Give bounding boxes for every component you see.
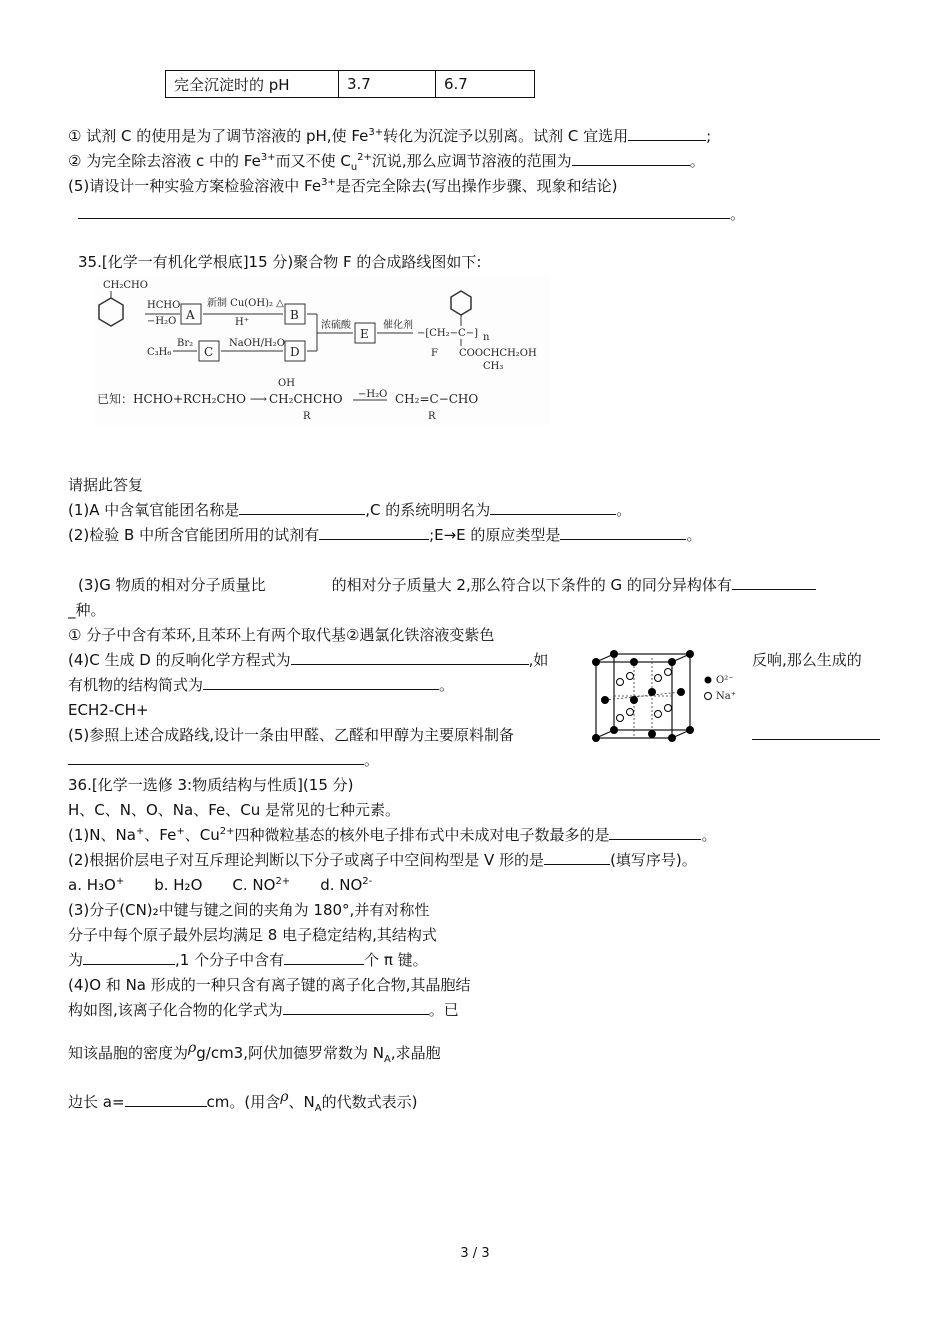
compound-label: F [431, 348, 438, 359]
text: (2)检验 B 中所含官能团所用的试剂有 [68, 526, 320, 544]
oh-label: OH [278, 378, 295, 389]
text: 转化为沉淀予以别离。试剂 C 宜选用 [383, 127, 629, 145]
superscript: 2+ [357, 152, 372, 163]
q35-q5: (5)参照上述合成路线,设计一条由甲醛、乙醛和甲醇为主要原料制备 [68, 726, 515, 744]
text: ;E→E 的原应类型是 [429, 526, 561, 544]
text: 边长 a= [68, 1093, 125, 1111]
known-reaction: 已知：HCHO+RCH₂CHO ⟶ [97, 392, 267, 406]
reagent-label: −H₂O [147, 316, 177, 327]
text: 的相对分子质量大 2,那么符合以下条件的 G 的同分异构体有 [331, 576, 732, 594]
reagent-label: H⁺ [235, 317, 249, 328]
compound-label: C [204, 345, 214, 359]
q35-q3-cont: _种。 [68, 601, 106, 619]
text: (5)请设计一种实验方案检验溶液中 Fe [68, 177, 322, 195]
subscript: A [384, 1054, 391, 1065]
r-group-label: R [428, 411, 436, 422]
text: 而又不使 C [275, 152, 351, 170]
q35-q3-cond: ① 分子中含有苯环,且苯环上有两个取代基②遇氯化铁溶液变紫色 [68, 626, 495, 644]
product-formula: CH₂=C−CHO [395, 392, 479, 406]
text: (2)根据价层电子对互斥理论判断以下分子或离子中空间构型是 V 形的是 [68, 851, 545, 869]
answer-blank[interactable] [319, 525, 429, 540]
text: 。 [364, 751, 380, 769]
r-group-label: R [303, 411, 311, 422]
text: 。 [689, 152, 705, 170]
q34-line2 [68, 151, 705, 171]
reagent-label: 催化剂 [383, 320, 413, 331]
superscript: + [135, 826, 145, 837]
q35-q5-cont [68, 750, 379, 770]
option-d: d. NO [320, 876, 363, 894]
text: 。 [439, 676, 455, 694]
answer-blank[interactable] [284, 950, 364, 965]
compound-label: C₃H₆ [147, 347, 172, 358]
answer-blank[interactable] [490, 500, 616, 515]
text: 为 [68, 951, 84, 969]
superscript: 3+ [321, 177, 336, 188]
text: (填写序号)。 [610, 851, 697, 869]
q35-q3 [78, 575, 816, 595]
text: 。 [616, 501, 632, 519]
superscript: + [115, 876, 125, 887]
text: 。 [730, 205, 746, 223]
text: 、Fe [144, 826, 177, 844]
polymer-formula: −[CH₂−C−] [417, 328, 478, 339]
q36-title: 36.[化学一选修 3:物质结构与性质](15 分) [68, 776, 354, 794]
q35-q5-blank [752, 725, 880, 745]
text: 沉说,那么应调节溶液的范围为 [371, 152, 572, 170]
text: 、Cu [184, 826, 220, 844]
option-b: b. H₂O [154, 876, 203, 894]
q34-line1 [68, 126, 711, 146]
q35-title: 35.[化学一有机化学根底]15 分)聚合物 F 的合成路线图如下: [78, 253, 482, 271]
answer-blank[interactable] [83, 950, 175, 965]
crystal-cell-figure [580, 648, 745, 748]
text: 构如图,该离子化合物的化学式为 [68, 1001, 283, 1019]
rho-symbol: ρ [188, 1040, 197, 1056]
q36-q4b [68, 1000, 459, 1020]
q35-q4 [68, 650, 548, 670]
answer-blank[interactable] [291, 650, 529, 665]
answer-blank[interactable] [628, 126, 706, 141]
q35-q4-right: 反响,那么生成的 [752, 651, 862, 669]
table-row [166, 71, 535, 98]
text: g/cm3,阿伏加德罗常数为 N [196, 1044, 384, 1062]
reagent-label: 浓硫酸 [321, 320, 351, 331]
compound-label: E [360, 327, 369, 341]
sodium-ions [617, 669, 672, 722]
q34-line4 [78, 204, 745, 224]
q36-q3c [68, 950, 428, 970]
scheme-start: CH₂CHO [103, 280, 148, 291]
text: 个 π 键。 [364, 951, 428, 969]
text: 。 [686, 526, 702, 544]
q34-line3 [68, 176, 618, 196]
q36-q4d [68, 1038, 441, 1063]
answer-blank[interactable] [78, 204, 730, 219]
rho-symbol: ρ [280, 1089, 289, 1105]
text: 。 [701, 826, 717, 844]
q36-q2 [68, 850, 697, 870]
methyl-label: CH₃ [483, 361, 504, 372]
text: (3)G 物质的相对分子质量比 [78, 576, 266, 594]
text: ② 为完全除去溶液 c 中的 Fe [68, 152, 261, 170]
legend-sodium: Na⁺ [716, 691, 736, 702]
q35-ech: ECH2-CH+ [68, 701, 149, 719]
reagent-label: 新制 Cu(OH)₂ △ [207, 298, 284, 309]
legend-oxide-icon [705, 677, 712, 684]
text: (1)A 中含氧官能团名称是 [68, 501, 240, 519]
subscript: u [350, 162, 358, 173]
text: cm。(用含 [206, 1093, 281, 1111]
text: ,如 [528, 651, 549, 669]
compound-label: A [186, 308, 195, 322]
answer-blank[interactable] [572, 151, 690, 166]
superscript: 3+ [368, 127, 384, 138]
q36-options [68, 875, 372, 895]
q35-q2 [68, 525, 701, 545]
legend-oxide: O²⁻ [716, 675, 734, 686]
legend-sodium-icon [705, 693, 712, 700]
text: 的代数式表示) [321, 1093, 418, 1111]
answer-blank[interactable] [560, 525, 686, 540]
option-a: a. H₃O [68, 876, 116, 894]
table-cell: 完全沉淀时的 pH [166, 71, 339, 98]
text: 是否完全除去(写出操作步骤、现象和结论) [335, 177, 618, 195]
text: (4)C 生成 D 的反响化学方程式为 [68, 651, 291, 669]
page-number: 3 / 3 [460, 1246, 490, 1261]
answer-blank[interactable] [732, 575, 816, 590]
compound-label: B [290, 308, 299, 322]
intermediate-formula: CH₂CHCHO [269, 392, 343, 406]
text: ,求晶胞 [390, 1044, 441, 1062]
table-cell: 3.7 [339, 71, 436, 98]
subscript: A [314, 1103, 322, 1114]
text: 、N [288, 1093, 315, 1111]
q36-q4a: (4)O 和 Na 形成的一种只含有离子键的离子化合物,其晶胞结 [68, 976, 471, 994]
text: 有机物的结构简式为 [68, 676, 204, 694]
answer-blank[interactable] [752, 725, 880, 740]
q36-q3a: (3)分子(CN)₂中键与键之间的夹角为 180°,并有对称性 [68, 901, 430, 919]
option-c: C. NO [232, 876, 276, 894]
superscript: 3+ [260, 152, 276, 163]
text: ; [706, 127, 712, 145]
superscript: 2+ [275, 876, 291, 887]
q35-q1 [68, 500, 631, 520]
q36-q1 [68, 825, 716, 845]
synthesis-scheme [95, 276, 550, 426]
compound-label: D [290, 345, 300, 359]
answer-blank[interactable] [203, 675, 439, 690]
q35-q4-cont [68, 675, 454, 695]
q36-intro: H、C、N、O、Na、Fe、Cu 是常见的七种元素。 [68, 801, 400, 819]
q36-q3b: 分子中每个原子最外层均满足 8 电子稳定结构,其结构式 [68, 926, 437, 944]
text: ,1 个分子中含有 [175, 951, 285, 969]
ph-table [165, 70, 535, 98]
superscript: + [176, 826, 185, 837]
reagent-label: HCHO [147, 300, 181, 311]
answer-blank[interactable] [68, 750, 364, 765]
answer-blank[interactable] [609, 825, 701, 840]
superscript: 2+ [219, 826, 235, 837]
reagent-label: Br₂ [177, 338, 194, 349]
ester-formula: COOCHCH₂OH [459, 348, 537, 359]
answer-blank[interactable] [125, 1092, 207, 1107]
reagent-label: NaOH/H₂O [229, 338, 285, 349]
text: 。已 [428, 1001, 459, 1019]
text: 知该晶胞的密度为 [68, 1044, 189, 1062]
answer-blank[interactable] [239, 500, 365, 515]
text: 四种微粒基态的核外电子排布式中未成对电子数最多的是 [234, 826, 610, 844]
table-cell: 6.7 [436, 71, 535, 98]
superscript: 2- [362, 876, 373, 887]
text: (1)N、Na [68, 826, 136, 844]
reagent-label: −H₂O [358, 389, 388, 400]
text: ① 试剂 C 的使用是为了调节溶液的 pH,使 Fe [68, 127, 369, 145]
text: ,C 的系统明明名为 [365, 501, 491, 519]
q35-prompt: 请据此答复 [68, 476, 144, 494]
answer-blank[interactable] [283, 1000, 429, 1015]
q36-q4g [68, 1087, 417, 1112]
answer-blank[interactable] [544, 850, 610, 865]
polymer-subscript: n [483, 332, 490, 343]
